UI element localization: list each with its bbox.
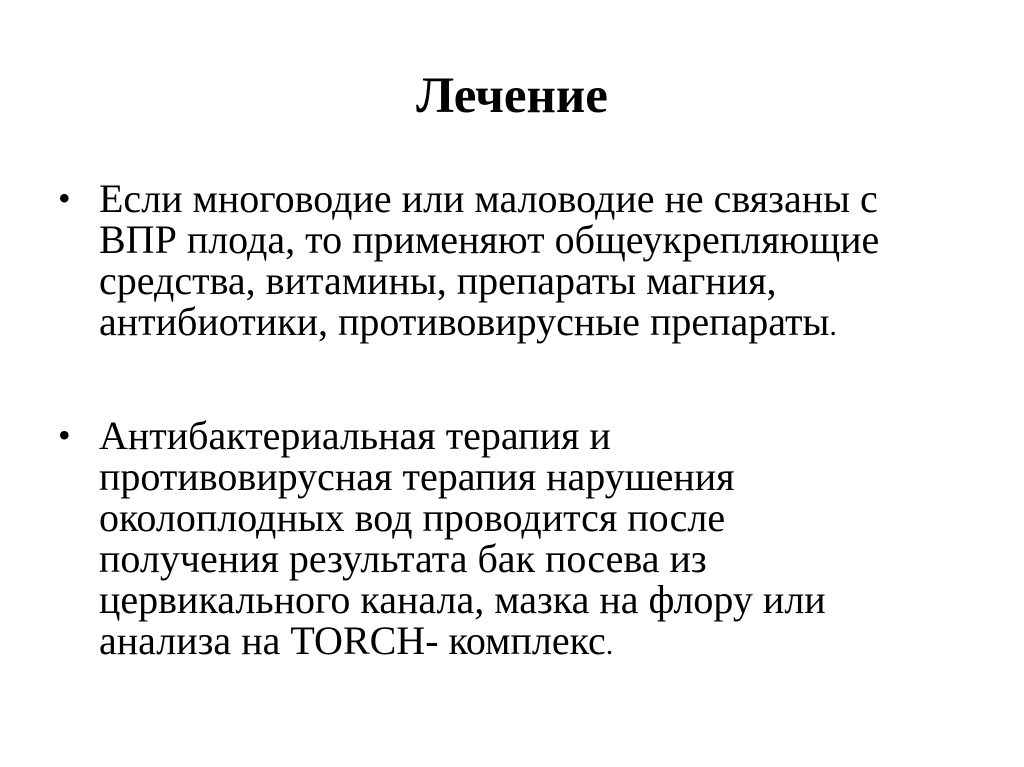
bullet-icon: • (58, 415, 71, 455)
bullet-1-line-1: Если многоводие или маловодие не связаны с (99, 176, 878, 221)
bullet-item-1 (58, 178, 978, 346)
bullet-list (58, 178, 978, 665)
bullet-1-line-4 (99, 301, 978, 346)
bullet-2-line-3: околоплодных вод проводится после (99, 495, 726, 540)
bullet-2-line-6-text: анализа на TORCH- комплекс (99, 618, 606, 663)
bullet-2-line-6 (99, 620, 978, 665)
bullet-1-line-3: средства, витамины, препараты магния, (99, 258, 777, 303)
bullet-1-line-4-text: антибиотики, противовирусные препараты (99, 299, 830, 344)
bullet-2-line-2: противовирусная терапия нарушения (99, 454, 735, 499)
bullet-2-end-mark: . (605, 628, 614, 661)
bullet-1-end-mark: . (829, 309, 837, 342)
bullet-2-line-4: получения результата бак посева из (99, 536, 707, 581)
bullet-1-line-2: ВПР плода, то применяют общеукрепляющие (99, 217, 880, 262)
bullet-item-2 (58, 415, 978, 665)
slide-title: Лечение (416, 68, 608, 124)
bullet-icon: • (58, 178, 71, 218)
bullet-2-line-5: цервикального канала, мазка на флору или (99, 577, 826, 622)
bullet-2-line-1: Антибактериальная терапия и (99, 413, 611, 458)
